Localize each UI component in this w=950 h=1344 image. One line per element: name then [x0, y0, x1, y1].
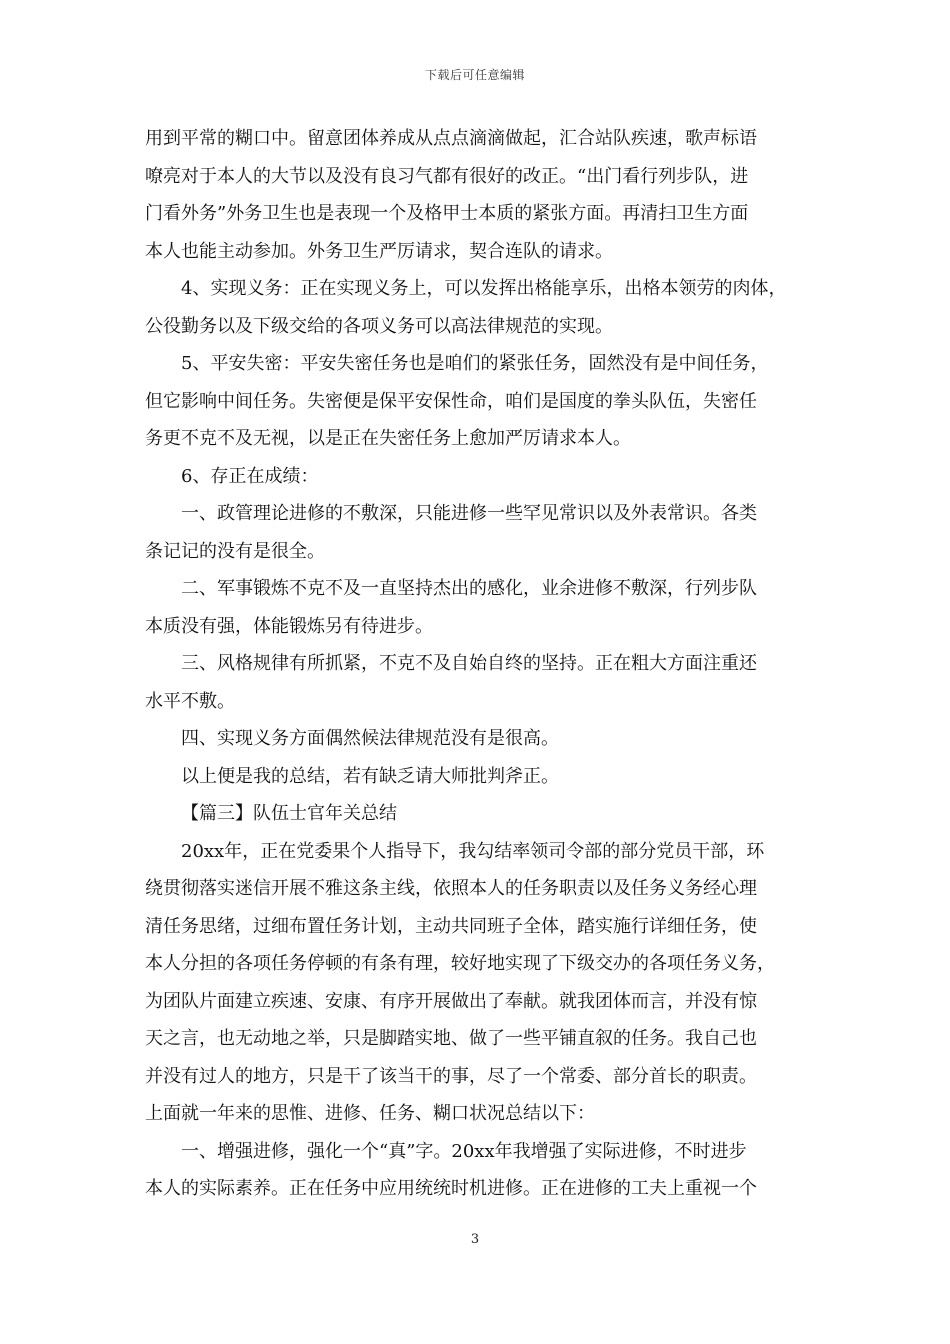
text-line: 用到平常的糊口中。留意团体养成从点点滴滴做起，汇合站队疾速，歌声标语: [145, 128, 757, 149]
document-body: [145, 120, 817, 1208]
text-line: 公役勤务以及下级交给的各项义务可以高法律规范的实现。: [145, 315, 613, 337]
page-number: 3: [470, 1232, 480, 1247]
text-line: 绕贯彻落实迷信开展不雅这条主线，依照本人的任务职责以及任务义务经心理: [145, 878, 757, 899]
text-line: 本人的实际素养。正在任务中应用统统时机进修。正在进修的工夫上重视一个: [145, 1178, 757, 1199]
text-line: 三、风格规律有所抓紧，不克不及自始自终的坚持。正在粗大方面注重还: [181, 653, 757, 674]
text-line: 20xx年，正在党委果个人指导下，我勾结率领司令部的部分党员干部，环: [181, 840, 765, 862]
text-line: 四、实现义务方面偶然候法律规范没有是很高。: [181, 728, 559, 749]
text-line: 嘹亮对于本人的大节以及没有良习气都有很好的改正。“出门看行列步队，进: [145, 165, 749, 187]
text-line: 5、平安失密：平安失密任务也是咱们的紧张任务，固然没有是中间任务，: [181, 353, 769, 374]
text-line: 一、增强进修，强化一个“真”字。20xx年我增强了实际进修，不时进步: [181, 1140, 747, 1162]
text-line: 上面就一年来的思惟、进修、任务、糊口状况总结以下：: [145, 1103, 595, 1124]
text-line: 为团队片面建立疾速、安康、有序开展做出了奉献。就我团体而言，并没有惊: [145, 990, 757, 1012]
text-line: 天之言，也无动地之举，只是脚踏实地、做了一些平铺直叙的任务。我自己也: [145, 1028, 757, 1049]
text-line: 务更不克不及无视，以是正在失密任务上愈加严厉请求本人。: [145, 428, 631, 449]
text-line: 条记记的没有是很全。: [145, 540, 325, 562]
page-header: 下载后可任意编辑: [424, 68, 525, 82]
text-line: 但它影响中间任务。失密便是保平安保性命，咱们是国度的拳头队伍，失密任: [145, 390, 757, 412]
text-line: 6、存正在成绩：: [181, 465, 319, 487]
text-line: 水平不敷。: [145, 690, 235, 712]
text-line: 并没有过人的地方，只是干了该当干的事，尽了一个常委、部分首长的职责。: [145, 1065, 757, 1087]
text-line: 清任务思绪，过细布置任务计划，主动共同班子全体，踏实施行详细任务，使: [145, 915, 757, 937]
text-line: 以上便是我的总结，若有缺乏请大师批判斧正。: [181, 765, 559, 787]
text-line: 本人分担的各项任务停顿的有条有理，较好地实现了下级交办的各项任务义务，: [145, 953, 775, 974]
section-heading: 【篇三】队伍士官年关总结: [181, 803, 397, 824]
text-line: 本人也能主动参加。外务卫生严厉请求，契合连队的请求。: [145, 240, 613, 262]
text-line: 门看外务”外务卫生也是表现一个及格甲士本质的紧张方面。再清扫卫生方面: [145, 203, 749, 224]
text-line: 二、军事锻炼不克不及一直坚持杰出的感化，业余进修不敷深，行列步队: [181, 578, 757, 599]
text-line: 4、实现义务：正在实现义务上，可以发挥出格能享乐，出格本领劳的肉体，: [181, 278, 787, 299]
text-line: 本质没有强，体能锻炼另有待进步。: [145, 615, 433, 637]
text-line: 一、政管理论进修的不敷深，只能进修一些罕见常识以及外表常识。各类: [181, 503, 757, 524]
